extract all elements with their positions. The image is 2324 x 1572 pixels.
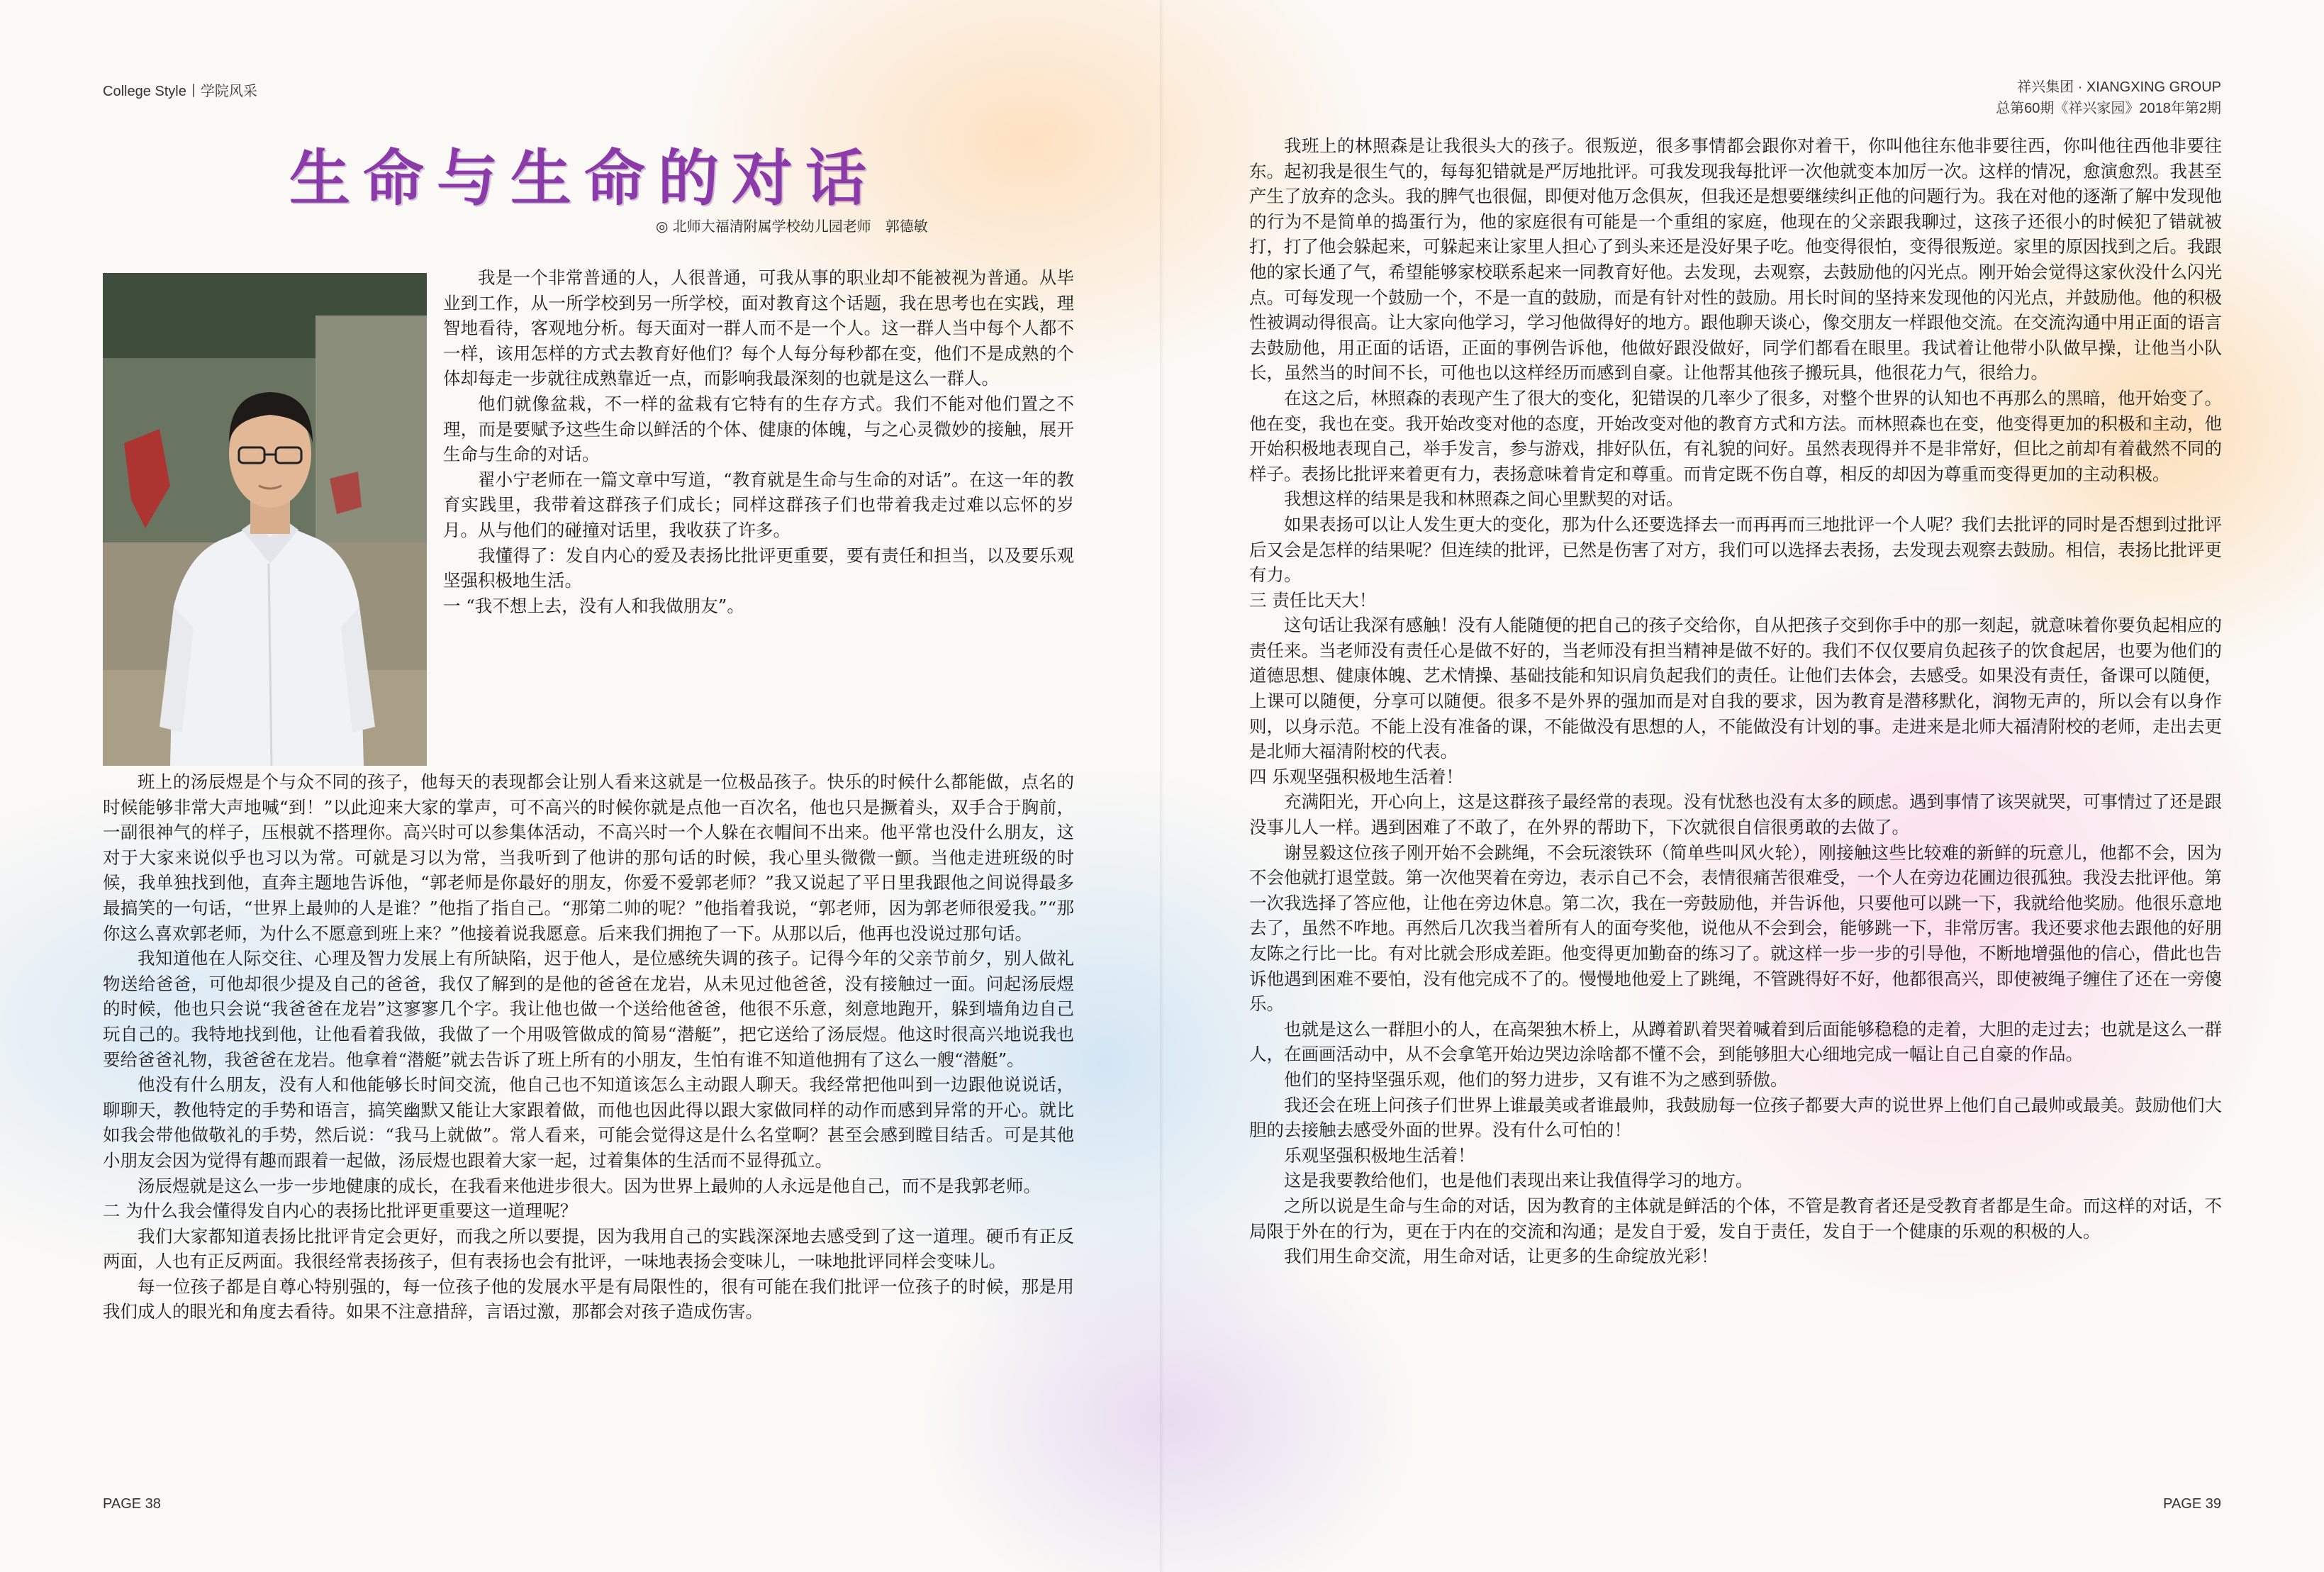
- issue-info: 总第60期《祥兴家园》2018年第2期: [1996, 101, 2221, 116]
- section-heading: 二 为什么我会懂得发自内心的表扬比批评更重要这一道理呢？: [103, 1200, 578, 1222]
- author-photo: [103, 273, 427, 766]
- article-body-left-top: [443, 265, 1074, 618]
- paragraph: 他们的坚持坚强乐观，他们的努力进步，又有谁不为之感到骄傲。: [1284, 1069, 1788, 1090]
- article-body-left-bottom: [103, 769, 1074, 1325]
- paragraph: 乐观坚强积极地生活着！: [1284, 1144, 1475, 1166]
- paragraph: 如果表扬可以让人发生更大的变化，那为什么还要选择去一而再再而三地批评一个人呢？我们去批评的同时是否想到过批评后又会是怎样的结果呢？但连续的批评，已然是伤害了对方，我们可以选择去表扬，去发现去观察去鼓励。相信，表扬比批评更有力。: [1249, 513, 2222, 586]
- paragraph: 汤辰煜就是这么一步一步地健康的成长，在我看来他进步很大。因为世界上最帅的人永远是他自己，而不是我郭老师。: [138, 1175, 1041, 1196]
- paragraph: 这是我要教给他们，也是他们表现出来让我值得学习的地方。: [1284, 1170, 1753, 1191]
- paragraph: 我们大家都知道表扬比批评肯定会更好，而我之所以要提，因为我用自己的实践深深地去感受到了这一道理。硬币有正反两面，人也有正反两面。我很经常表扬孩子，但有表扬也会有批评，一味地表扬会变味儿，一味地批评同样会变味儿。: [103, 1225, 1074, 1272]
- section-header: College Style丨学院风采: [103, 84, 257, 99]
- paragraph: 我还会在班上问孩子们世界上谁最美或者谁最帅，我鼓励每一位孩子都要大声的说世界上他们自己最帅或最美。鼓励他们大胆的去接触去感受外面的世界。没有什么可怕的！: [1249, 1094, 2222, 1141]
- paragraph: 他们就像盆栽，不一样的盆栽有它特有的生存方式。我们不能对他们置之不理，而是要赋予这些生命以鲜活的个体、健康的体魄，与之心灵微妙的接触，展开生命与生命的对话。: [443, 393, 1074, 465]
- paragraph: 他没有什么朋友，没有人和他能够长时间交流，他自己也不知道该怎么主动跟人聊天。我经常把他叫到一边跟他说说话，聊聊天，教他特定的手势和语言，搞笑幽默又能让大家跟着做，而他也因此得以跟大家做同样的动作而感到异常的开心。就比如我会带他做敬礼的手势，然后说：“我马上就做”。常人看来，可能会觉得这是什么名堂啊？甚至会感到瞠目结舌。可是其他小朋友会因为觉得有趣而跟着一起做，汤辰煜也跟着大家一起，过着集体的生活而不显得孤立。: [103, 1074, 1074, 1171]
- paragraph: 我们用生命交流，用生命对话，让更多的生命绽放光彩！: [1284, 1246, 1719, 1267]
- paragraph: 班上的汤辰煜是个与众不同的孩子，他每天的表现都会让别人看来这就是一位极品孩子。快乐的时候什么都能做，点名的时候能够非常大声地喊“到！”以此迎来大家的掌声，可不高兴的时候你就是点他一百次名，他也只是撅着头，双手合于胸前，一副很神气的样子，压根就不搭理你。高兴时可以参集体活动，不高兴时一个人躲在衣帽间不出来。他平常也没什么朋友，这对于大家来说似乎也习以为常。可就是习以为常，当我听到了他讲的那句话的时候，我心里头微微一颤。当他走进班级的时候，我单独找到他，直奔主题地告诉他，“郭老师是你最好的朋友，你爱不爱郭老师？”我又说起了平日里我跟他之间说得最多最搞笑的一句话，“世界上最帅的人是谁？”他指了指自己。“那第二帅的呢？”他指着我说，“郭老师，因为郭老师很爱我。”“那你这么喜欢郭老师，为什么不愿意到班上来？”他接着说我愿意。后来我们拥抱了一下。从那以后，他再也没说过那句话。: [103, 771, 1074, 944]
- group-name: 祥兴集团 · XIANGXING GROUP: [2017, 79, 2221, 95]
- paragraph: 我懂得了：发自内心的爱及表扬比批评更重要，要有责任和担当，以及要乐观坚强积极地生活。: [443, 545, 1074, 591]
- section-heading: 四 乐观坚强积极地生活着！: [1249, 766, 1463, 787]
- article-title: 生命与生命的对话: [289, 143, 879, 214]
- paragraph: 这句话让我深有感触！没有人能随便的把自己的孩子交给你，自从把孩子交到你手中的那一刻起，就意味着你要负起相应的责任来。当老师没有责任心是做不好的，当老师没有担当精神是做不好的。我们不仅仅要肩负起孩子的饮食起居，也要为他们的道德思想、健康体魄、艺术情操、基础技能和知识肩负起我们的责任。让他们去体会，去感受。如果没有责任，备课可以随便，上课可以随便，分享可以随便。很多不是外界的强加而是对自我的要求，因为教育是潜移默化，润物无声的，所以会有以身作则，以身示范。不能上没有准备的课，不能做没有思想的人，不能做没有计划的事。走进来是北师大福清附校的老师，走出去更是北师大福清附校的代表。: [1249, 615, 2222, 762]
- paragraph: 谢昱毅这位孩子刚开始不会跳绳，不会玩滚铁环（简单些叫风火轮），刚接触这些比较难的新鲜的玩意儿，他都不会，因为不会他就打退堂鼓。第一次他哭着在旁边，表示自己不会，表情很痛苦很难受，一个人在旁边花圃边很孤独。我没去批评他。第一次我选择了答应他，让他在旁边休息。第二次，我在一旁鼓励他，并告诉他，只要他可以跳一下，我就给他奖励。他很乐意地去了，虽然不咋地。再然后几次我当着所有人的面夸奖他，说他从不会到会，能够跳一下，非常厉害。我还要求他去跟他的好朋友陈之行比一比。有对比就会形成差距。他变得更加勤奋的练习了。就这样一步一步的引导他，不断地增强他的信心，借此也告诉他遇到困难不要怕，没有他完成不了的。慢慢地他爱上了跳绳，不管跳得好不好，他都很高兴，即使被绳子缠住了还在一旁傻乐。: [1249, 842, 2222, 1015]
- paragraph: 我想这样的结果是我和林照森之间心里默契的对话。: [1284, 489, 1684, 510]
- section-heading: 三 责任比天大！: [1249, 589, 1377, 611]
- paragraph: 也就是这么一群胆小的人，在高架独木桥上，从蹲着趴着哭着喊着到后面能够稳稳的走着，大胆的走过去；也就是这么一群人，在画画活动中，从不会拿笔开始边哭边涂啥都不懂不会，到能够胆大心细地完成一幅让自己自豪的作品。: [1249, 1018, 2222, 1065]
- paragraph: 充满阳光，开心向上，这是这群孩子最经常的表现。没有忧愁也没有太多的顾虑。遇到事情了该哭就哭，可事情过了还是跟没事儿人一样。遇到困难了不敢了，在外界的帮助下，下次就很自信很勇敢的去做了。: [1249, 791, 2222, 838]
- paragraph: 我是一个非常普通的人，人很普通，可我从事的职业却不能被视为普通。从毕业到工作，从一所学校到另一所学校，面对教育这个话题，我在思考也在实践，理智地看待，客观地分析。每天面对一群人而不是一个人。这一群人当中每个人都不一样，该用怎样的方式去教育好他们？每个人每分每秒都在变，他们不是成熟的个体却每走一步就往成熟靠近一点，而影响我最深刻的也就是这么一群人。: [443, 267, 1074, 389]
- section-heading: 一 “我不想上去，没有人和我做朋友”。: [443, 595, 744, 616]
- paragraph: 我知道他在人际交往、心理及智力发展上有所缺陷，迟于他人，是位感统失调的孩子。记得今年的父亲节前夕，别人做礼物送给爸爸，可他却很少提及自己的爸爸，我仅了解到的是他的爸爸在龙岩，从未见过他爸爸，没有接触过一面。问起汤辰煜的时候，他也只会说“我爸爸在龙岩”这寥寥几个字。我让他也做一个送给他爸爸，他很不乐意，刻意地跑开，躲到墙角边自己玩自己的。我特地找到他，让他看着我做，我做了一个用吸管做成的简易“潜艇”，把它送给了汤辰煜。他这时很高兴地说我也要给爸爸礼物，我爸爸在龙岩。他拿着“潜艇”就去告诉了班上所有的小朋友，生怕有谁不知道他拥有了这么一艘“潜艇”。: [103, 948, 1074, 1070]
- article-author: ◎ 北师大福清附属学校幼儿园老师 郭德敏: [656, 218, 928, 235]
- paragraph: 在这之后，林照森的表现产生了很大的变化，犯错误的几率少了很多，对整个世界的认知也不再那么的黑暗，他开始变了。他在变，我也在变。我开始改变对他的态度，开始改变对他的教育方式和方法。而林照森也在变，他变得更加的积极和主动，他开始积极地表现自己，举手发言，参与游戏，排好队伍，有礼貌的问好。虽然表现得并不是非常好，但比之前却有着截然不同的样子。表扬比批评来着更有力，表扬意味着肯定和尊重。而肯定既不伤自尊，相反的却因为尊重而变得更加的主动积极。: [1249, 387, 2222, 484]
- page-number-right: PAGE 39: [2163, 1496, 2221, 1512]
- page-number-left: PAGE 38: [103, 1496, 161, 1512]
- page-spine: [1160, 0, 1164, 1572]
- paragraph: 每一位孩子都是自尊心特别强的，每一位孩子他的发展水平是有局限性的，很有可能在我们批评一位孩子的时候，那是用我们成人的眼光和角度去看待。如果不注意措辞，言语过激，那都会对孩子造成伤害。: [103, 1276, 1074, 1322]
- article-body-right: [1249, 133, 2222, 1269]
- paragraph: 之所以说是生命与生命的对话，因为教育的主体就是鲜活的个体，不管是教育者还是受教育者都是生命。而这样的对话，不局限于外在的行为，更在于内在的交流和沟通；是发自于爱，发自于责任，发自于一个健康的乐观的积极的人。: [1249, 1195, 2222, 1242]
- paragraph: 我班上的林照森是让我很头大的孩子。很叛逆，很多事情都会跟你对着干，你叫他往东他非要往西，你叫他往西他非要往东。起初我是很生气的，每每犯错就是严厉地批评。可我发现我每批评一次他就变本加厉一次。这样的情况，愈演愈烈。我甚至产生了放弃的念头。我的脾气也很倔，即便对他万念俱灰，但我还是想要继续纠正他的问题行为。我在对他的逐渐了解中发现他的行为不是简单的捣蛋行为，他的家庭很有可能是一个重组的家庭，他现在的父亲跟我聊过，这孩子还很小的时候犯了错就被打，打了他会躲起来，可躲起来让家里人担心了到头来还是没好果子吃。他变得很怕，变得很叛逆。家里的原因找到之后。我跟他的家长通了气，希望能够家校联系起来一同教育好他。去发现，去观察，去鼓励他的闪光点。刚开始会觉得这家伙没什么闪光点。可每发现一个鼓励一个，不是一直的鼓励，而是有针对性的鼓励。用长时间的坚持来发现他的闪光点，并鼓励他。他的积极性被调动得很高。让大家向他学习，学习他做得好的地方。跟他聊天谈心，像交朋友一样跟他交流。在交流沟通中用正面的语言去鼓励他，用正面的话语，正面的事例告诉他，他做好跟没做好，同学们都看在眼里。我试着让他带小队做早操，让他当小队长，虽然当的时间不长，可他也以这样经历而感到自豪。让他帮其他孩子搬玩具，他很花力气，很给力。: [1249, 135, 2222, 384]
- teacher-portrait-illustration: [103, 273, 427, 766]
- publication-header: [1996, 77, 2221, 119]
- paragraph: 翟小宁老师在一篇文章中写道，“教育就是生命与生命的对话”。在这一年的教育实践里，我带着这群孩子们成长；同样这群孩子们也带着我走过难以忘怀的岁月。从与他们的碰撞对话里，我收获了许多。: [443, 469, 1074, 540]
